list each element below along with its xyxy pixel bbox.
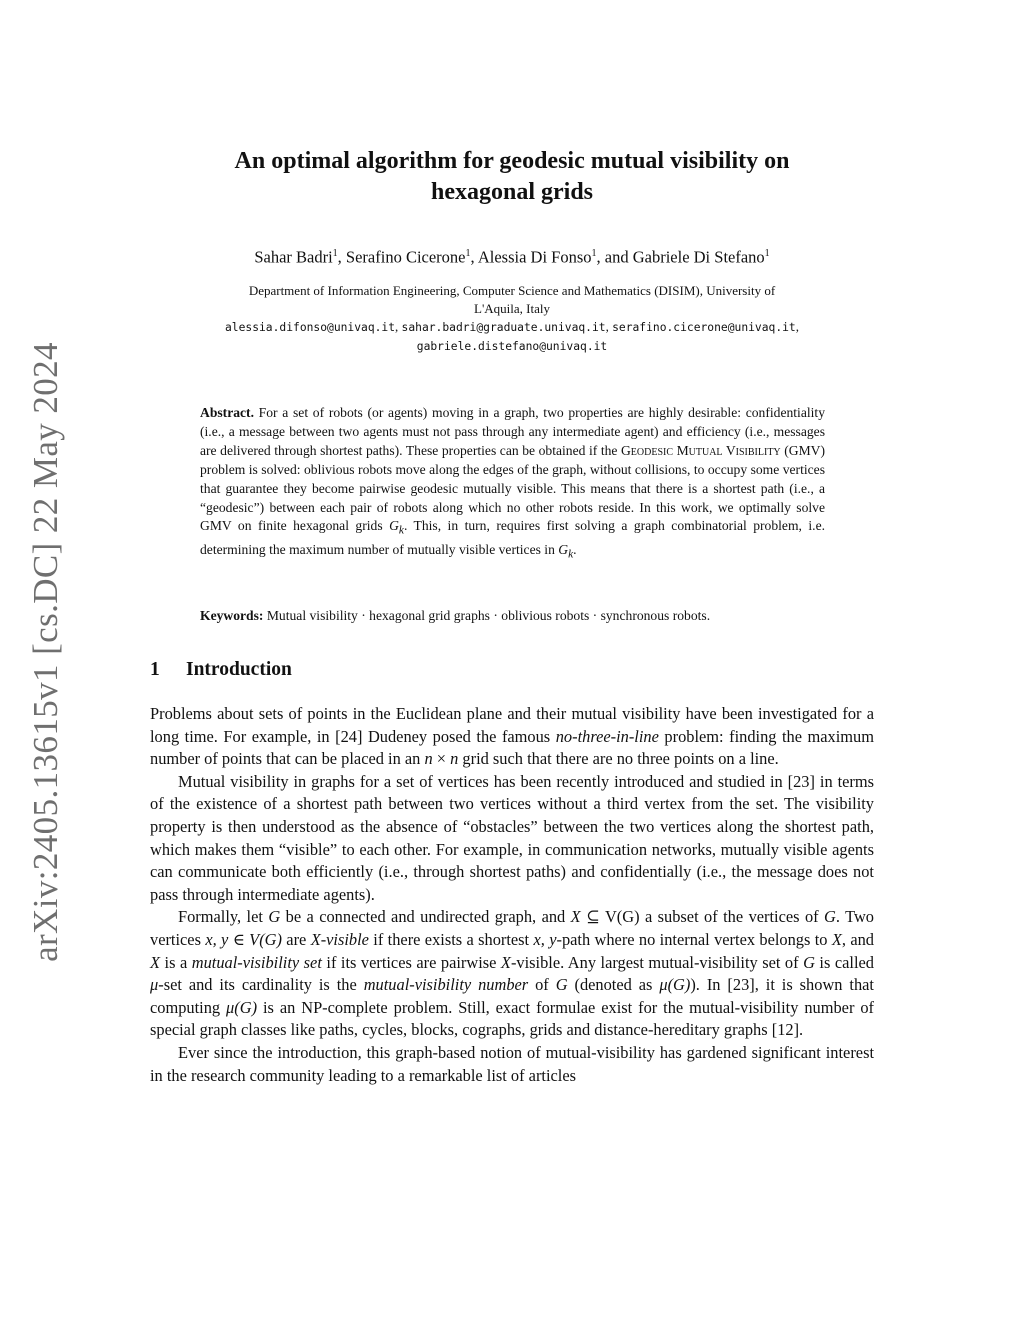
- paper-title: [150, 146, 874, 208]
- keywords: Keywords: Mutual visibility · hexagonal grid graphs · oblivious robots · synchronous robots.: [200, 608, 711, 623]
- author-1: Sahar Badri: [254, 247, 333, 267]
- affiliation-line-1: Department of Information Engineering, Computer Science and Mathematics (DISIM), University of: [248, 283, 776, 298]
- title-line-2: hexagonal grids: [430, 179, 594, 205]
- email-2[interactable]: sahar.badri@graduate.univaq.it: [401, 321, 606, 334]
- author-2: Serafino Cicerone: [345, 247, 466, 267]
- body-text: [150, 703, 874, 1087]
- paragraph-3: Formally, let G be a connected and undirected graph, and X ⊆ V(G) a subset of the vertices of G. Two vertices x, y ∈ V(G) are X-visible if there exists a shortest x, y-path where no internal vertex belongs to X, and X is a mutual-visibility set if its vertices are pairwise X-visible. Any largest mutual-visibility set of G is called μ-set and its cardinality is the mutual-visibility number of G (denoted as μ(G)). In [23], it is shown that computing μ(G) is an NP-complete problem. Still, exact formulae exist for the mutual-visibility number of special graph classes like paths, cycles, blocks, cographs, grids and distance-hereditary graphs [12].: [150, 907, 874, 1040]
- section-heading: [150, 659, 292, 681]
- keywords-label: Keywords:: [200, 608, 264, 623]
- arxiv-identifier: arXiv:2405.13615v1 [cs.DC] 22 May 2024: [26, 342, 65, 962]
- author-list: Sahar Badri$^1$, Serafino Cicerone$^1$, Alessia Di Fonso$^1$, and Gabriele Di Stefano$^1$: [254, 247, 770, 267]
- paragraph-2: Mutual visibility in graphs for a set of vertices has been recently introduced and studied in [23] in terms of the existence of a shortest path between two vertices without a third vertex from the set. The visibility property is then understood as the absence of “obstacles” between the two vertices along the shortest path, which makes them “visible” to each other. For example, in communication networks, mutually visible agents can communicate both efficiently (i.e., through shortest paths) and confidentially (i.e., the message does not pass through intermediate agents).: [150, 771, 874, 904]
- section-number: 1: [150, 659, 160, 680]
- paragraph-4: Ever since the introduction, this graph-based notion of mutual-visibility has gardened significant interest in the research community leading to a remarkable list of articles: [150, 1042, 874, 1085]
- affiliation-block: [150, 282, 874, 356]
- section-title: Introduction: [186, 659, 292, 680]
- email-1[interactable]: alessia.difonso@univaq.it: [225, 321, 396, 334]
- abstract: Abstract. For a set of robots (or agents) moving in a graph, two properties are highly desirable: confidentiality (i.e., a message between two agents must not pass through any intermediate agent) and efficiency (i.e., messages are delivered through shortest paths). These properties can be obtained if the Geodesic Mutual Visibility (GMV) problem is solved: oblivious robots move along the edges of the graph, without collisions, to occupy some vertices that guarantee they become pairwise geodesic mutually visible. This means that there is a shortest path (i.e., a “geodesic”) between each pair of robots along which no other robots reside. In this work, we optimally solve GMV on finite hexagonal grids $G_k$. This, in turn, requires first solving a graph combinatorial problem, i.e. determining the maximum number of mutually visible vertices in $G_k$.: [200, 405, 825, 561]
- gmv-problem-name: Geodesic Mutual Visibility: [620, 442, 781, 458]
- affiliation-line-2: L'Aquila, Italy: [474, 301, 550, 316]
- title-line-1: An optimal algorithm for geodesic mutual visibility on: [234, 148, 790, 174]
- email-3[interactable]: serafino.cicerone@univaq.it: [612, 321, 796, 334]
- email-list: alessia.difonso@univaq.it, sahar.badri@graduate.univaq.it, serafino.cicerone@univaq.it,: [225, 319, 799, 334]
- author-4: Gabriele Di Stefano: [632, 247, 765, 267]
- paragraph-1: Problems about sets of points in the Euclidean plane and their mutual visibility have been investigated for a long time. For example, in [24] Dudeney posed the famous no-three-in-line problem: finding the maximum number of points that can be placed in an n × n grid such that there are no three points on a line.: [150, 704, 874, 769]
- abstract-label: Abstract.: [200, 405, 254, 420]
- author-3: Alessia Di Fonso: [477, 247, 592, 267]
- email-4[interactable]: gabriele.distefano@univaq.it: [416, 340, 608, 353]
